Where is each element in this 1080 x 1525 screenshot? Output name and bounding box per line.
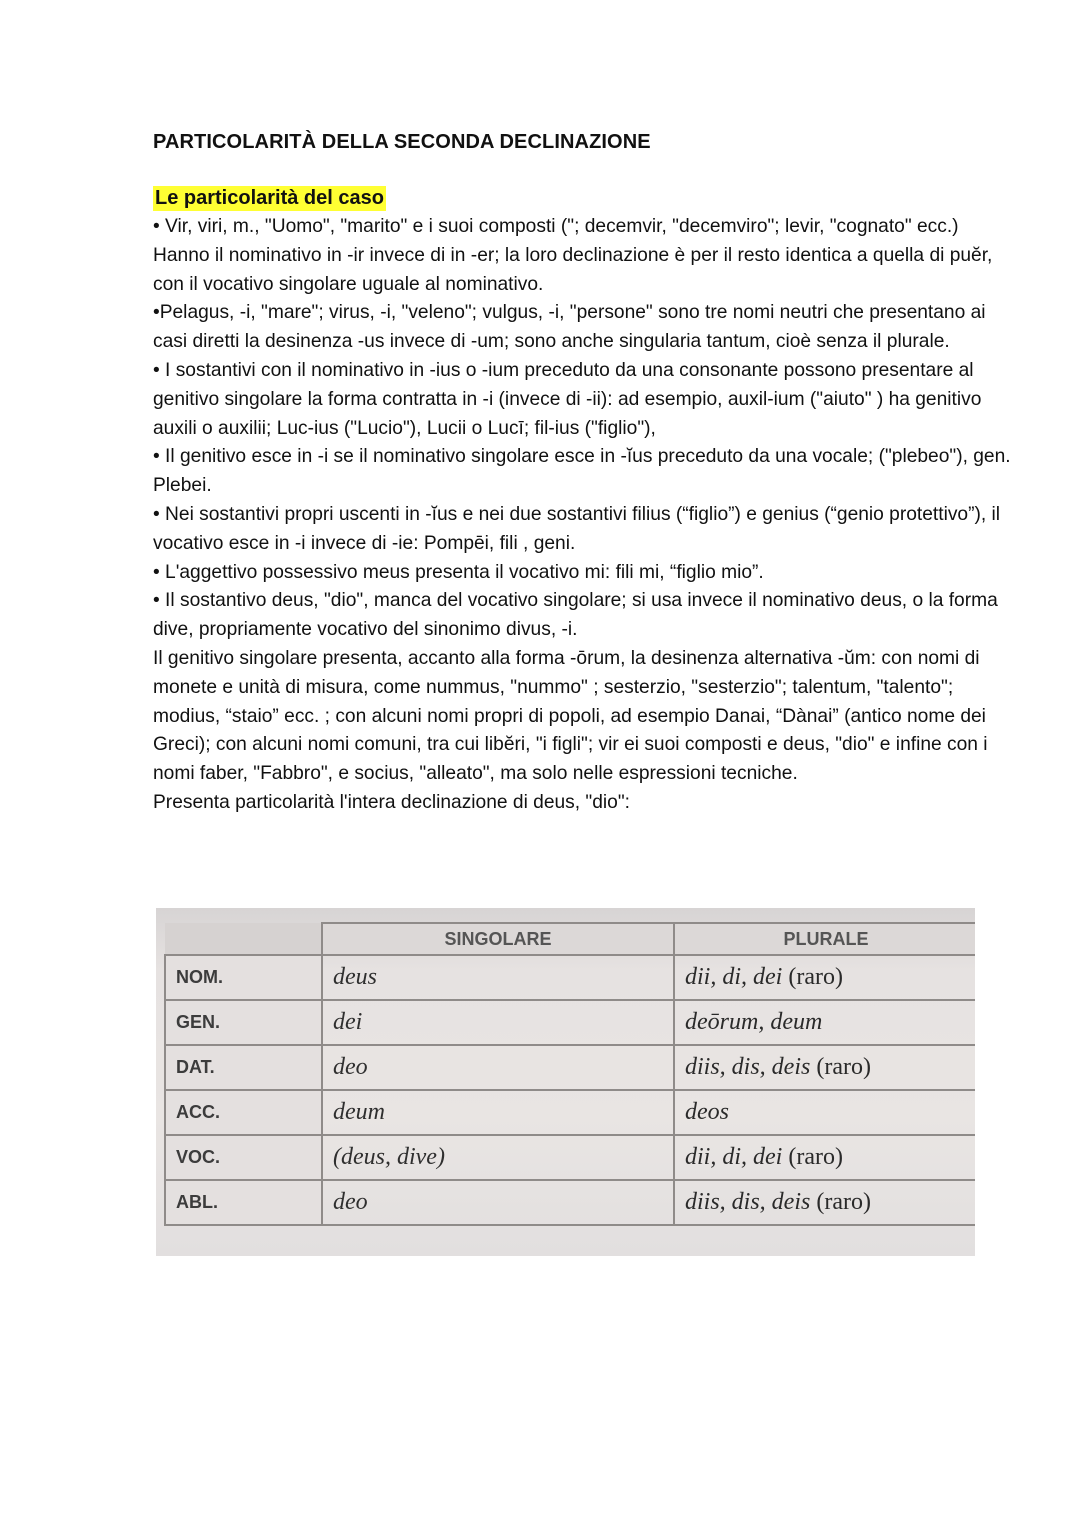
- plural-forms: dii, di, dei: [685, 964, 783, 990]
- case-label: DAT.: [165, 1045, 322, 1090]
- declension-table: [164, 922, 975, 1226]
- case-label: NOM.: [165, 955, 322, 1000]
- table-row: [165, 955, 975, 1000]
- plural-forms: deos: [685, 1099, 729, 1125]
- table-header-row: [165, 923, 975, 955]
- singular-form: deo: [322, 1180, 674, 1225]
- plural-form: [674, 1135, 975, 1180]
- table-row: [165, 1180, 975, 1225]
- plural-forms: dii, di, dei: [685, 1144, 783, 1170]
- singular-form: deum: [322, 1090, 674, 1135]
- table-row: [165, 1045, 975, 1090]
- column-header-plural: PLURALE: [674, 923, 975, 955]
- plural-form: [674, 1180, 975, 1225]
- plural-form: [674, 955, 975, 1000]
- section-heading: Le particolarità del caso: [155, 187, 384, 209]
- plural-note: (raro): [788, 1144, 843, 1170]
- paragraph-deus: • Il sostantivo deus, "dio", manca del vocativo singolare; si usa invece il nominativo deus, o la forma dive, propriamente vocativo del sinonimo divus, -i.: [153, 590, 998, 641]
- declension-table-photo: [156, 908, 975, 1256]
- paragraph-pelagus: •Pelagus, -i, "mare"; virus, -i, "veleno"; vulgus, -i, "persone" sono tre nomi neutri che presentano ai casi diretti la desinenza -us invece di -um; sono anche singularia tantum, cioè senza il plurale.: [153, 302, 986, 353]
- plural-note: (raro): [816, 1189, 871, 1215]
- case-label: ACC.: [165, 1090, 322, 1135]
- singular-form: dei: [322, 1000, 674, 1045]
- table-corner: [165, 923, 322, 955]
- paragraph-genitive-plural: Il genitivo singolare presenta, accanto alla forma -ōrum, la desinenza alternativa -ŭm: con nomi di monete e unità di misura, come nummus, "nummo" ; sesterzio, "sesterzio"; talentum, "talento"; modius, “staio” ecc. ; con alcuni nomi propri di popoli, ad esempio Danai, “Dànai” (antico nome dei Greci); con alcuni nomi comuni, tra cui libĕri, "i figli"; vir ei suoi composti e deus, "dio" e infine con i nomi faber, "Fabbro", e socius, "alleato", ma solo nelle espressioni tecniche.: [153, 647, 988, 785]
- case-label: ABL.: [165, 1180, 322, 1225]
- plural-forms: diis, dis, deis: [685, 1054, 811, 1080]
- table-row: [165, 1135, 975, 1180]
- plural-form: [674, 1000, 975, 1045]
- page-title: PARTICOLARITÀ DELLA SECONDA DECLINAZIONE: [153, 131, 651, 153]
- case-label: VOC.: [165, 1135, 322, 1180]
- plural-forms: diis, dis, deis: [685, 1189, 811, 1215]
- singular-form: deo: [322, 1045, 674, 1090]
- plural-form: [674, 1090, 975, 1135]
- plural-forms: deōrum, deum: [685, 1009, 823, 1035]
- table-row: [165, 1090, 975, 1135]
- paragraph-vocative-ius: • Nei sostantivi propri uscenti in -ĭus e nei due sostantivi filius (“figlio”) e genius (“genio protettivo”), il vocativo esce in -i invece di -ie: Pompēi, fili , geni.: [153, 503, 1001, 554]
- paragraph-meus: • L'aggettivo possessivo meus presenta il vocativo mi: fili mi, “figlio mio”.: [153, 561, 764, 583]
- singular-form: (deus, dive): [322, 1135, 674, 1180]
- plural-note: (raro): [788, 964, 843, 990]
- singular-form: deus: [322, 955, 674, 1000]
- table-row: [165, 1000, 975, 1045]
- column-header-singular: SINGOLARE: [322, 923, 674, 955]
- case-label: GEN.: [165, 1000, 322, 1045]
- plural-form: [674, 1045, 975, 1090]
- paragraph-genitive-contracted: • I sostantivi con il nominativo in -ius o -ium preceduto da una consonante possono presentare al genitivo singolare la forma contratta in -i (invece di -ii): ad esempio, auxil-ium ("aiuto" ) ha genitivo auxili o auxilii; Luc-ius ("Lucio"), Lucii o Lucī; fil-ius ("figlio"),: [153, 359, 982, 439]
- paragraph-genitive-vowel: • Il genitivo esce in -i se il nominativo singolare esce in -ĭus preceduto da una vocale; ("plebeo"), gen. Plebei.: [153, 446, 1011, 497]
- paragraph-table-intro: Presenta particolarità l'intera declinazione di deus, "dio":: [153, 791, 630, 813]
- plural-note: (raro): [816, 1054, 871, 1080]
- paragraph-vir: • Vir, viri, m., "Uomo", "marito" e i suoi composti ("; decemvir, "decemviro"; levir, "cognato" ecc.) Hanno il nominativo in -ir invece di in -er; la loro declinazione è per il resto identica a quella di puĕr, con il vocativo singolare uguale al nominativo.: [153, 216, 993, 295]
- document-body: [153, 128, 1013, 818]
